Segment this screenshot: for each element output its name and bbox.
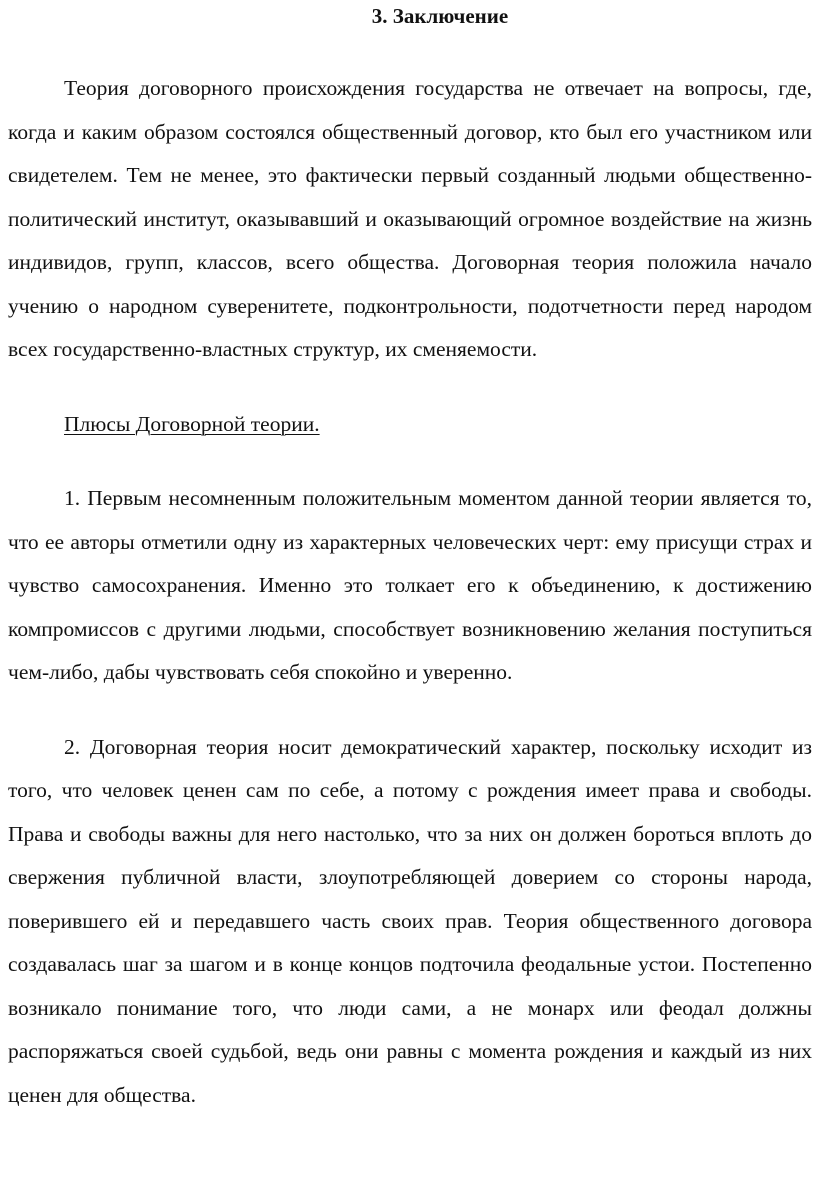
section-heading: 3. Заключение: [371, 4, 509, 28]
subheading-pluses: [8, 403, 812, 447]
subheading-pluses-text: Плюсы Договорной теории.: [64, 411, 320, 436]
paragraph-conclusion: Теория договорного происхождения государства не отвечает на вопросы, где, когда и каким образом состоялся общественный договор, кто был его участником или свидетелем. Тем не менее, это фактически первый созданный людьми общественно-политический институт, оказывавший и оказывающий огромное воздействие на жизнь индивидов, групп, классов, всего общества. Договорная теория положила начало учению о народном суверенитете, подконтрольности, подотчетности перед народом всех государственно-властных структур, их сменяемости.: [8, 76, 812, 361]
paragraph-point-1: 1. Первым несомненным положительным моментом данной теории является то, что ее авторы отметили одну из характерных человеческих черт: ему присущи страх и чувство самосохранения. Именно это толкает его к объединению, к достижению компромиссов с другими людьми, способствует возникновению желания поступиться чем-либо, дабы чувствовать себя спокойно и уверенно.: [8, 486, 812, 684]
paragraph-point-2: 2. Договорная теория носит демократический характер, поскольку исходит из того, что человек ценен сам по себе, а потому с рождения имеет права и свободы. Права и свободы важны для него настолько, что за них он должен бороться вплоть до свержения публичной власти, злоупотребляющей доверием со стороны народа, поверившего ей и передавшего часть своих прав. Теория общественного договора создавалась шаг за шагом и в конце концов подточила феодальные устои. Постепенно возникало понимание того, что люди сами, а не монарх или феодал должны распоряжаться своей судьбой, ведь они равны с момента рождения и каждый из них ценен для общества.: [8, 734, 812, 1107]
